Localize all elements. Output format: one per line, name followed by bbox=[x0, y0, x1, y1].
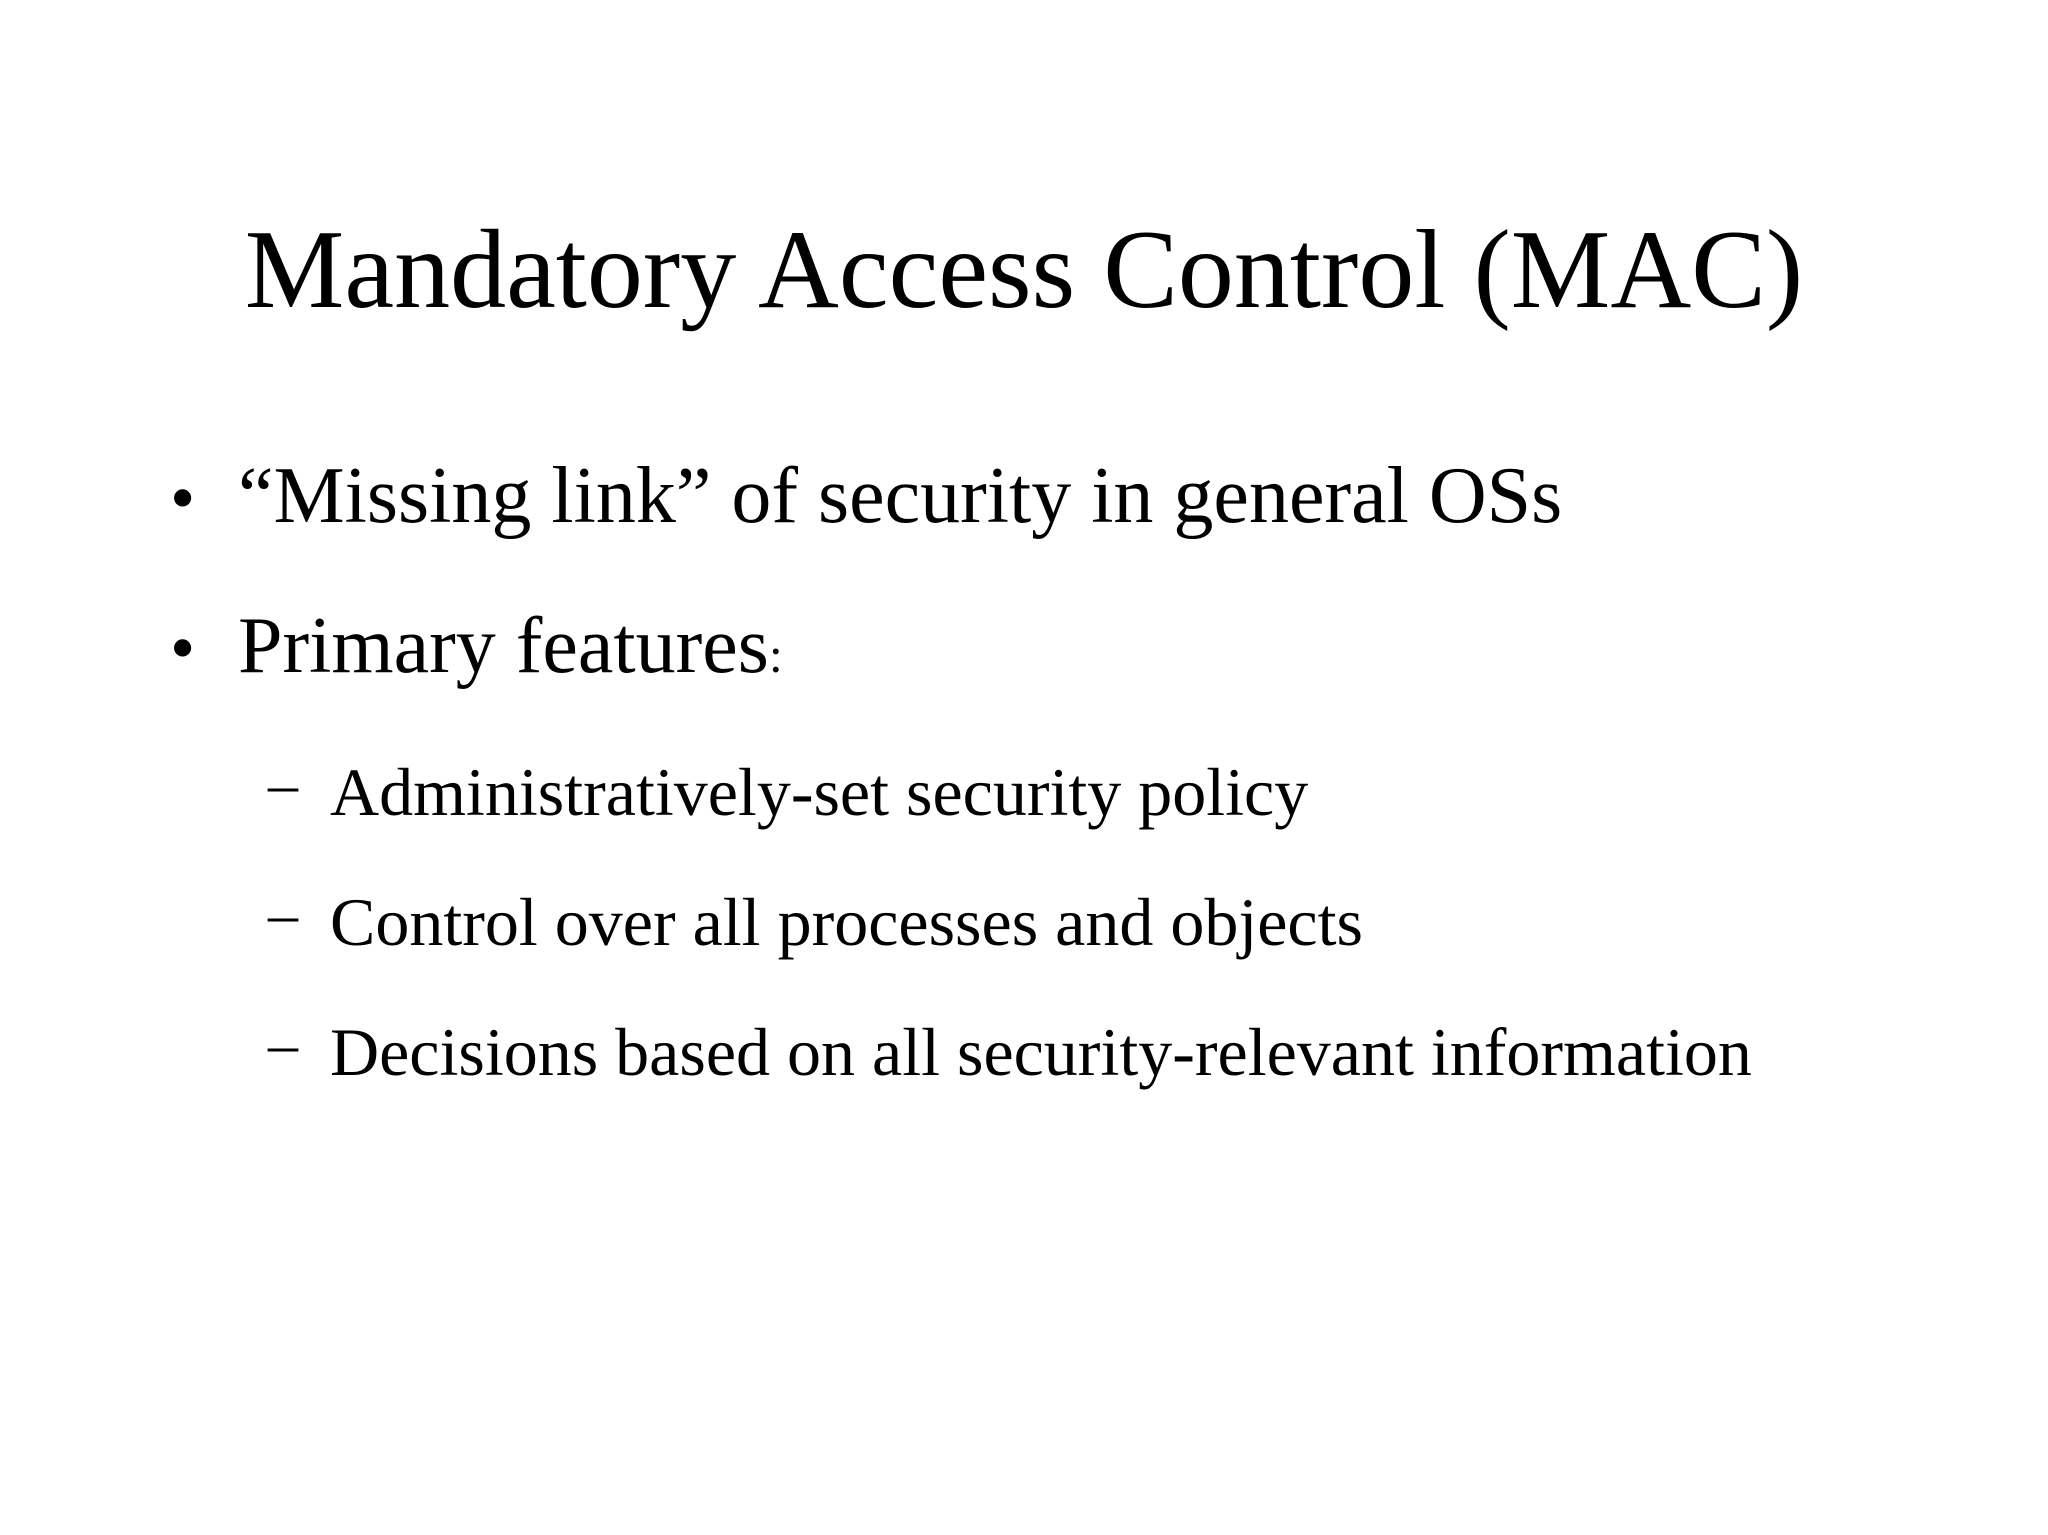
bullet-text bbox=[238, 602, 783, 690]
sub-bullet-item bbox=[268, 752, 1308, 832]
bullet-text: “Missing link” of security in general OSs bbox=[238, 452, 1563, 540]
slide-title: Mandatory Access Control (MAC) bbox=[244, 208, 1804, 332]
dash-icon: – bbox=[268, 1011, 298, 1077]
sub-bullet-item bbox=[268, 882, 1363, 962]
bullet-text-suffix: : bbox=[768, 627, 783, 683]
bullet-item bbox=[170, 448, 1562, 546]
bullet-text-main: Primary features bbox=[238, 602, 769, 690]
sub-bullet-text: Decisions based on all security-relevant information bbox=[330, 1014, 1752, 1090]
sub-bullet-text: Control over all processes and objects bbox=[330, 884, 1363, 960]
bullet-icon: • bbox=[170, 458, 196, 538]
bullet-icon: • bbox=[170, 608, 196, 688]
sub-bullet-text: Administratively-set security policy bbox=[330, 754, 1309, 830]
bullet-item bbox=[170, 598, 783, 703]
dash-icon: – bbox=[268, 881, 298, 947]
dash-icon: – bbox=[268, 751, 298, 817]
sub-bullet-item bbox=[268, 1012, 1752, 1092]
